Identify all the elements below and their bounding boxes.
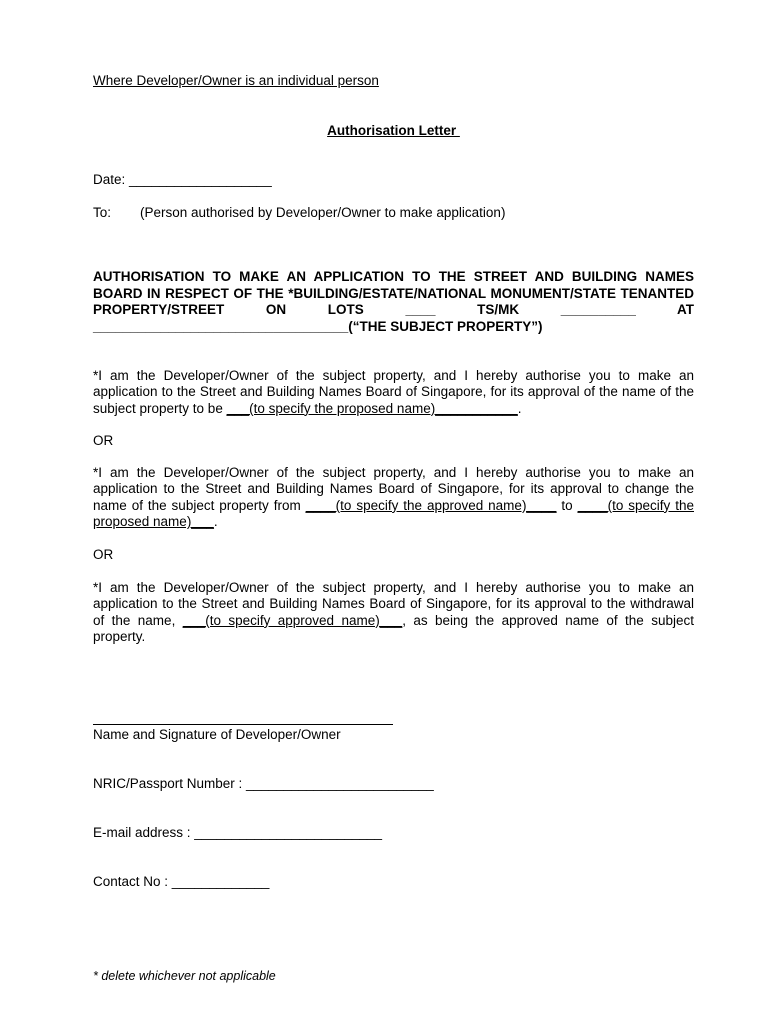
header-note — [93, 73, 694, 89]
to-row — [93, 205, 694, 221]
to-label: To: — [93, 205, 112, 220]
email-label: E-mail address : — [93, 825, 195, 840]
or-separator-2 — [93, 547, 694, 563]
footnote — [93, 968, 694, 984]
paragraph-change-of-name — [93, 465, 694, 531]
to-text: (Person authorised by Developer/Owner to make application) — [140, 205, 506, 220]
footnote-text: * delete whichever not applicable — [93, 969, 276, 983]
p2-blank-to: ____(to specify the proposed name)___ — [93, 497, 694, 530]
document-title-text: Authorisation Letter — [327, 123, 460, 138]
email-row — [93, 825, 694, 841]
nric-blank: _________________________ — [246, 776, 434, 791]
p3-end: , as being the approved name of the subject property. — [93, 612, 694, 645]
contact-row — [93, 874, 694, 890]
paragraph-approval-of-name — [93, 368, 694, 417]
document-title — [93, 123, 694, 139]
p3-blank: ___(to specify approved name)___ — [182, 612, 403, 628]
p2-end: . — [213, 514, 218, 530]
heading-subject: (“THE SUBJECT PROPERTY”) — [348, 318, 543, 334]
paragraph-withdrawal-of-name — [93, 580, 694, 646]
signature-line — [93, 712, 393, 725]
header-note-text: Where Developer/Owner is an individual person — [93, 73, 379, 88]
p1-blank: ___(to specify the proposed name)___________ — [226, 400, 518, 416]
date-blank: ___________________ — [129, 172, 272, 187]
date-row — [93, 172, 694, 188]
or-2-text: OR — [93, 547, 114, 562]
date-label: Date: — [93, 172, 126, 187]
signature-label — [93, 727, 694, 743]
or-separator-1 — [93, 433, 694, 449]
nric-row — [93, 776, 694, 792]
p2-to: to — [556, 497, 578, 513]
p1-end: . — [517, 400, 522, 416]
signature-label-text: Name and Signature of Developer/Owner — [93, 727, 341, 742]
p1-text: *I am the Developer/Owner of the subject property, and I hereby authorise you to make an application to the Street and Building Names Board of Singapore, for its approval of the name of the subject property to be — [93, 368, 694, 416]
contact-label: Contact No : — [93, 874, 172, 889]
nric-label: NRIC/Passport Number : — [93, 776, 247, 791]
p3-text: *I am the Developer/Owner of the subject property, and I hereby authorise you to make an application to the Street and Building Names Board of Singapore, for its approval to the withdrawal of the name, — [93, 580, 694, 628]
or-1-text: OR — [93, 433, 114, 448]
contact-blank: _____________ — [171, 874, 270, 889]
p2-blank-from: ____(to specify the approved name)____ — [305, 497, 557, 513]
p2-text: *I am the Developer/Owner of the subject property, and I hereby authorise you to make an application to the Street and Building Names Board of Singapore, for its approval to change the name of the subject property from — [93, 465, 694, 513]
heading-main: AUTHORISATION TO MAKE AN APPLICATION TO THE STREET AND BUILDING NAMES BOARD IN RESPECT OF THE *BUILDING/ESTATE/NATIONAL MONUMENT/STATE TENANTED PROPERTY/STREET ON LOTS ____ TS/MK __________ AT __________________________________ — [93, 269, 694, 334]
email-blank: _________________________ — [194, 825, 382, 840]
letter-heading — [93, 269, 694, 335]
